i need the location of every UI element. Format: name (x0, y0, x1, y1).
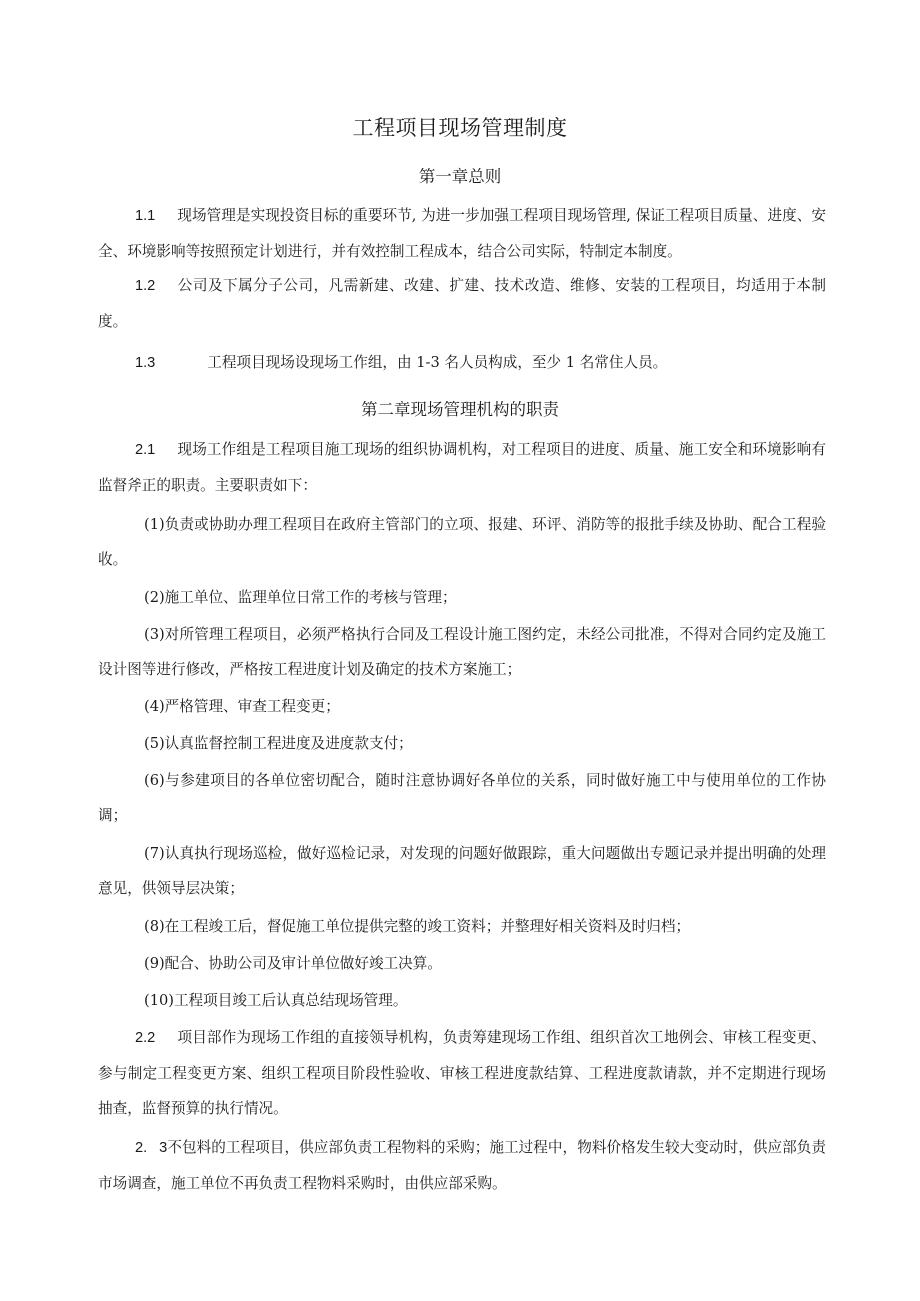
paragraph-text: 现场工作组是工程项目施工现场的组织协调机构，对工程项目的进度、质量、施工安全和环境影响有监督斧正的职责。主要职责如下： (98, 441, 826, 494)
paragraph-text: 公司及下属分子公司，凡需新建、改建、扩建、技术改造、维修、安装的工程项目，均适用于本制度。 (98, 277, 826, 330)
paragraph-2-1 (98, 432, 826, 503)
paragraph-number: 2.2 (135, 1030, 156, 1046)
list-item-5 (98, 726, 826, 761)
paragraph-text: 项目部作为现场工作组的直接领导机构，负责筹建现场工作组、组织首次工地例会、审核工程变更、参与制定工程变更方案、组织工程项目阶段性验收、审核工程进度款结算、工程进度款请款，并不定期进行现场抽查，监督预算的执行情况。 (98, 1029, 826, 1117)
paragraph-1-3 (98, 345, 826, 381)
list-item-text: (5)认真监督控制工程进度及进度款支付； (144, 735, 413, 752)
chapter-2-heading: 第二章现场管理机构的职责 (361, 400, 559, 419)
paragraph-1-2 (98, 268, 826, 339)
list-item-3 (98, 617, 826, 687)
list-item-text: (10)工程项目竣工后认真总结现场管理。 (144, 992, 408, 1009)
paragraph-number: 2.1 (135, 442, 156, 458)
list-item-6 (98, 763, 826, 833)
list-item-text: (6)与参建项目的各单位密切配合，随时注意协调好各单位的关系，同时做好施工中与使用单位的工作协调； (98, 772, 826, 824)
list-item-text: (8)在工程竣工后，督促施工单位提供完整的竣工资料；并整理好相关资料及时归档； (144, 918, 691, 935)
list-item-9 (98, 946, 826, 981)
list-item-text: (4)严格管理、审查工程变更； (144, 698, 340, 715)
list-item-text: (1)负责或协助办理工程项目在政府主管部门的立项、报建、环评、消防等的报批手续及协助、配合工程验收。 (98, 516, 826, 568)
list-item-text: (9)配合、协助公司及审计单位做好竣工决算。 (144, 955, 442, 972)
chapter-1-heading: 第一章总则 (418, 167, 502, 186)
paragraph-text: 不包料的工程项目，供应部负责工程物料的采购；施工过程中，物料价格发生较大变动时，供应部负责市场调查，施工单位不再负责工程物料采购时，由供应部采购。 (98, 1139, 826, 1192)
paragraph-text: 现场管理是实现投资目标的重要环节, 为进一步加强工程项目现场管理, 保证工程项目质量、进度、安全、环境影响等按照预定计划进行，并有效控制工程成本，结合公司实际，特制定本制度。 (98, 207, 826, 260)
paragraph-text: 工程项目现场设现场工作组，由 1-3 名人员构成，至少 1 名常住人员。 (207, 354, 668, 371)
list-item-text: (7)认真执行现场巡检，做好巡检记录，对发现的问题好做跟踪，重大问题做出专题记录并提出明确的处理意见，供领导层决策； (98, 845, 826, 897)
list-item-text: (3)对所管理工程项目，必须严格执行合同及工程设计施工图约定，未经公司批准，不得对合同约定及施工设计图等进行修改，严格按工程进度计划及确定的技术方案施工； (98, 626, 826, 678)
list-item-1 (98, 507, 826, 577)
list-item-text: (2)施工单位、监理单位日常工作的考核与管理； (144, 589, 457, 606)
list-item-4 (98, 689, 826, 724)
document-title: 工程项目现场管理制度 (352, 116, 568, 140)
paragraph-number: 1.2 (135, 278, 156, 294)
list-item-10 (98, 983, 826, 1018)
paragraph-number-part: 3 (159, 1140, 168, 1156)
list-item-8 (98, 909, 826, 944)
paragraph-number: 1.3 (135, 355, 156, 371)
paragraph-2-2 (98, 1020, 826, 1126)
list-item-7 (98, 836, 826, 906)
paragraph-1-1 (98, 198, 826, 269)
paragraph-number: 1.1 (135, 208, 156, 224)
list-item-2 (98, 580, 826, 615)
paragraph-2-3 (98, 1130, 826, 1201)
paragraph-number: 2. (135, 1140, 148, 1156)
